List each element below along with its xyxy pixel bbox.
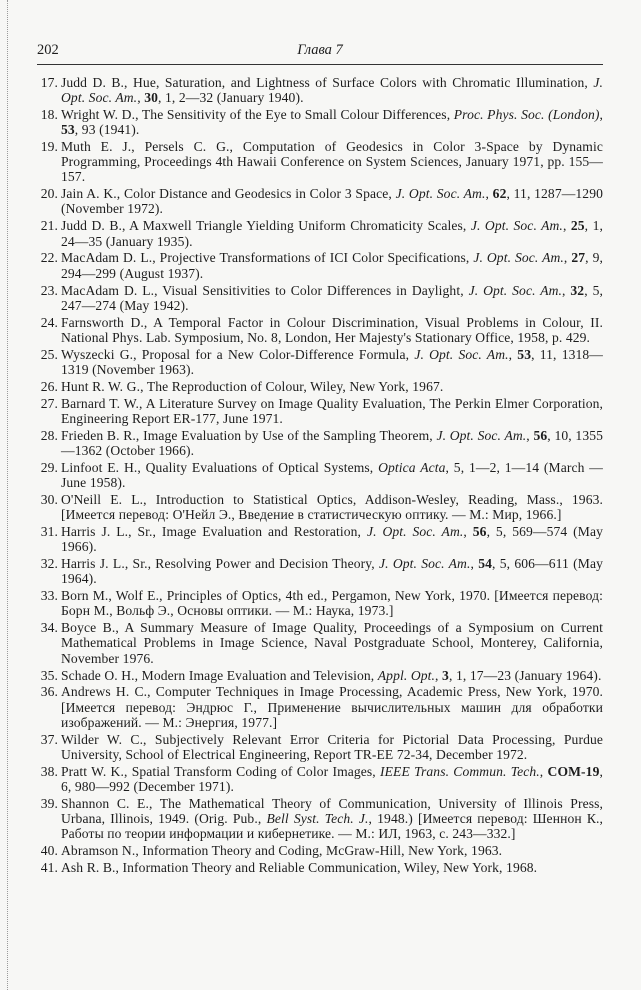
reference-item [37, 556, 603, 586]
reference-item [37, 186, 603, 216]
reference-list [37, 75, 603, 877]
reference-text: Born M., Wolf E., Principles of Optics, 4th ed., Pergamon, New York, 1970. [Имеется перевод: Борн М., Вольф Э., Основы оптики. — М.: Наука, 1973.] [61, 588, 603, 619]
reference-number: 29. [40, 459, 58, 475]
reference-item [37, 347, 603, 377]
reference-text: Wyszecki G., Proposal for a New Color-Difference Formula, J. Opt. Soc. Am., 53, 11, 1318—1319 (November 1963). [61, 346, 603, 377]
reference-number: 20. [40, 186, 58, 202]
header-divider [37, 64, 603, 65]
reference-item [37, 684, 603, 729]
reference-text: Judd D. B., Hue, Saturation, and Lightness of Surface Colors with Chromatic Illumination, J. Opt. Soc. Am., 30, 1, 2—32 (January 1940). [61, 75, 603, 106]
reference-number: 39. [40, 795, 58, 811]
reference-number: 21. [40, 218, 58, 234]
reference-text: Wilder W. C., Subjectively Relevant Error Criteria for Pictorial Data Processing, Purdue University, School of Electrical Engineering, Report TR-EE 72-34, December 1972. [61, 731, 603, 762]
reference-number: 30. [40, 492, 58, 508]
reference-text: O'Neill E. L., Introduction to Statistical Optics, Addison-Wesley, Reading, Mass., 1963. [Имеется перевод: О'Нейл Э., Введение в статистическую оптику. — М.: Мир, 1966.] [61, 492, 603, 523]
reference-number: 34. [40, 620, 58, 636]
reference-item [37, 460, 603, 490]
reference-number: 35. [40, 667, 58, 683]
reference-item [37, 107, 603, 137]
reference-text: Linfoot E. H., Quality Evaluations of Optical Systems, Optica Acta, 5, 1—2, 1—14 (March — June 1958). [61, 459, 603, 491]
reference-number: 23. [40, 282, 58, 298]
reference-text: Harris J. L., Sr., Resolving Power and Decision Theory, J. Opt. Soc. Am., 54, 5, 606—611 (May 1964). [61, 556, 603, 587]
reference-text: Wright W. D., The Sensitivity of the Eye to Small Colour Differences, Proc. Phys. Soc. (London), 53, 93 (1941). [61, 107, 603, 138]
reference-item [37, 75, 603, 105]
reference-number: 37. [40, 731, 58, 747]
reference-item [37, 315, 603, 345]
reference-item [37, 620, 603, 665]
reference-text: Harris J. L., Sr., Image Evaluation and Restoration, J. Opt. Soc. Am., 56, 5, 569—574 (May 1966). [61, 524, 603, 555]
reference-text: Pratt W. K., Spatial Transform Coding of Color Images, IEEE Trans. Commun. Tech., COM-19, 6, 980—992 (December 1971). [61, 763, 603, 794]
reference-text: Shannon C. E., The Mathematical Theory of Communication, University of Illinois Press, Urbana, Illinois, 1949. (Orig. Pub., Bell Syst. Tech. J., 1948.) [Имеется перевод: Шеннон К., Работы по теории информации и кибернетике. — М.: ИЛ, 1963, с. 243—332.] [61, 795, 603, 841]
reference-item [37, 283, 603, 313]
reference-text: MacAdam D. L., Visual Sensitivities to Color Differences in Daylight, J. Opt. Soc. Am., 32, 5, 247—274 (May 1942). [61, 282, 603, 313]
reference-number: 40. [40, 842, 58, 858]
reference-number: 18. [40, 107, 58, 123]
reference-text: Schade O. H., Modern Image Evaluation and Television, Appl. Opt., 3, 1, 17—23 (January 1964). [61, 667, 602, 683]
page-header [37, 40, 603, 62]
reference-item [37, 524, 603, 554]
reference-item [37, 764, 603, 794]
reference-text: Ash R. B., Information Theory and Reliable Communication, Wiley, New York, 1968. [61, 859, 538, 875]
reference-item [37, 732, 603, 762]
reference-number: 25. [40, 346, 58, 362]
reference-text: Muth E. J., Persels C. G., Computation of Geodesics in Color 3-Space by Dynamic Programming, Proceedings 4th Hawaii Conference on System Sciences, January 1971, pp. 155—157. [61, 139, 603, 185]
reference-item [37, 379, 603, 394]
reference-number: 31. [40, 524, 58, 540]
reference-text: Andrews H. C., Computer Techniques in Image Processing, Academic Press, New York, 1970. [Имеется перевод: Эндрюс Г., Применение вычислительных машин для обработки изображений. — М.: Энергия, 1977.] [61, 684, 603, 730]
reference-item [37, 139, 603, 184]
reference-number: 32. [40, 556, 58, 572]
reference-number: 28. [40, 427, 58, 443]
page-edge-divider [7, 0, 8, 990]
reference-item [37, 250, 603, 280]
reference-text: Frieden B. R., Image Evaluation by Use of the Sampling Theorem, J. Opt. Soc. Am., 56, 10, 1355—1362 (October 1966). [61, 427, 604, 458]
reference-number: 19. [40, 139, 58, 155]
reference-item [37, 492, 603, 522]
reference-number: 26. [40, 378, 58, 394]
reference-item [37, 843, 603, 858]
reference-number: 33. [40, 588, 58, 604]
reference-item [37, 668, 603, 683]
reference-item [37, 860, 603, 875]
reference-number: 41. [40, 859, 58, 875]
reference-text: Abramson N., Information Theory and Coding, McGraw-Hill, New York, 1963. [61, 842, 503, 858]
reference-number: 36. [40, 684, 58, 700]
reference-text: Farnsworth D., A Temporal Factor in Colour Discrimination, Visual Problems in Colour, II. National Phys. Lab. Symposium, No. 8, London, Her Majesty's Stationary Office, 1958, p. 429. [61, 314, 603, 345]
reference-item [37, 218, 603, 248]
reference-text: Jain A. K., Color Distance and Geodesics in Color 3 Space, J. Opt. Soc. Am., 62, 11, 1287—1290 (November 1972). [61, 186, 604, 217]
reference-number: 24. [40, 314, 58, 330]
reference-text: Hunt R. W. G., The Reproduction of Colour, Wiley, New York, 1967. [61, 378, 444, 394]
reference-number: 22. [40, 250, 58, 266]
reference-text: Boyce B., A Summary Measure of Image Quality, Proceedings of a Symposium on Current Mathematical Problems in Image Science, Naval Postgraduate School, Monterey, California, November 1976. [61, 620, 603, 666]
reference-item [37, 396, 603, 426]
reference-item [37, 428, 603, 458]
reference-text: Barnard T. W., A Literature Survey on Image Quality Evaluation, The Perkin Elmer Corporation, Engineering Report ER-177, June 1971. [61, 395, 603, 426]
reference-number: 38. [40, 763, 58, 779]
reference-text: MacAdam D. L., Projective Transformations of ICI Color Specifications, J. Opt. Soc. Am., 27, 9, 294—299 (August 1937). [61, 250, 603, 281]
reference-item [37, 796, 603, 841]
chapter-title: Глава 7 [297, 42, 343, 58]
reference-number: 17. [40, 75, 58, 90]
page-number: 202 [37, 42, 59, 58]
reference-item [37, 588, 603, 618]
reference-number: 27. [40, 395, 58, 411]
reference-text: Judd D. B., A Maxwell Triangle Yielding Uniform Chromaticity Scales, J. Opt. Soc. Am., 25, 1, 24—35 (January 1935). [61, 218, 603, 249]
